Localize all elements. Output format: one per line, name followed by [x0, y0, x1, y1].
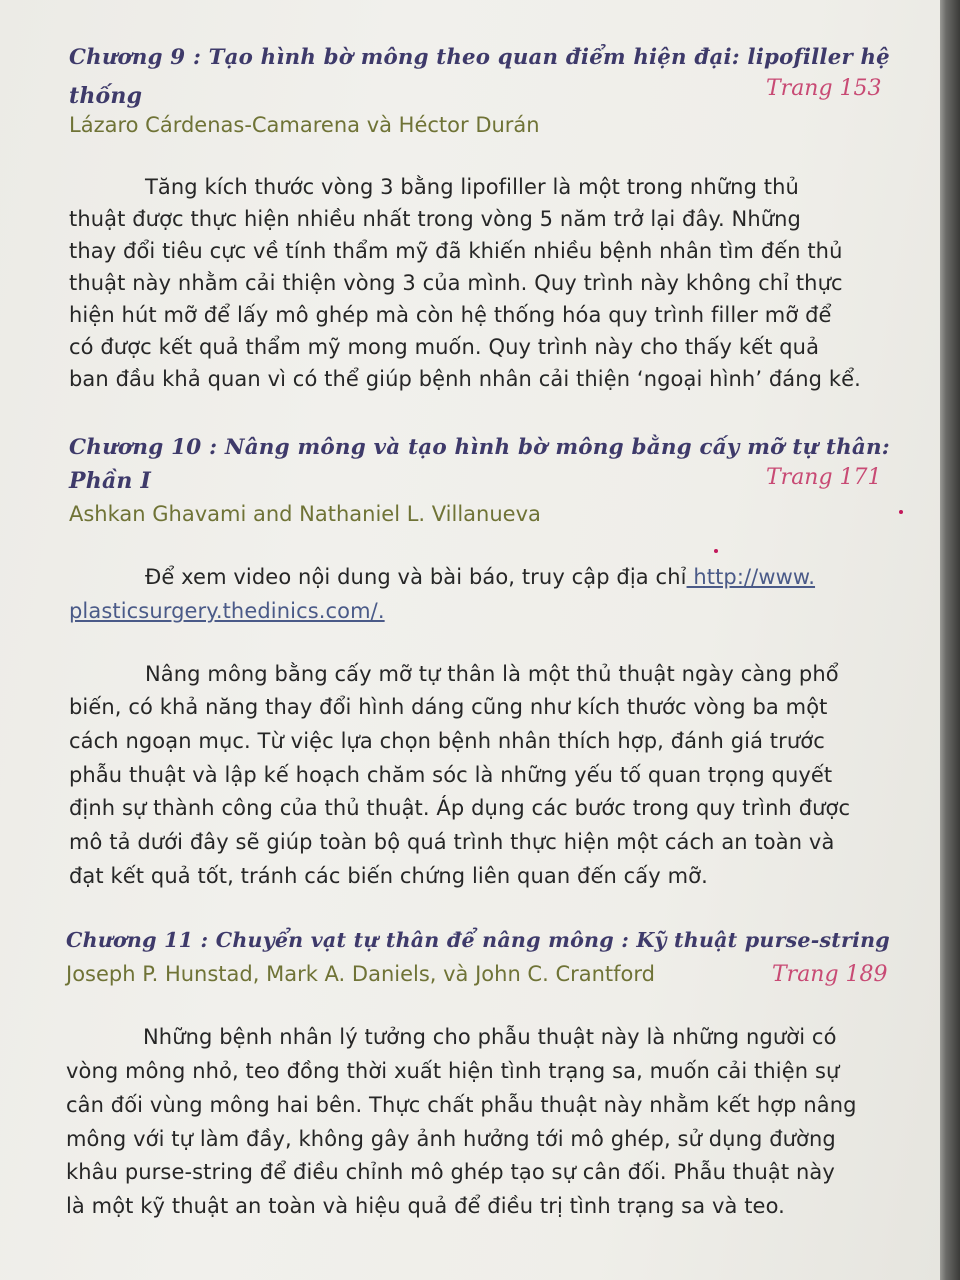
chapter-11-paragraph-line: Những bệnh nhân lý tưởng cho phẫu thuật này là những người có — [143, 1025, 837, 1049]
chapter-9-title-line-2: thống — [69, 83, 143, 109]
chapter-10-paragraph-line: Nâng mông bằng cấy mỡ tự thân là một thủ thuật ngày càng phổ — [145, 662, 839, 686]
chapter-9-paragraph-line: thuật này nhằm cải thiện vòng 3 của mình. Quy trình này không chỉ thực — [69, 271, 843, 295]
chapter-11-title-line-1: Chương 11 : Chuyển vạt tự thân để nâng mông : Kỹ thuật purse-string — [66, 928, 890, 952]
chapter-10-title-line-1: Chương 10 : Nâng mông và tạo hình bờ mông bằng cấy mỡ tự thân: — [69, 435, 890, 460]
chapter-11-page-ref: Trang 189 — [772, 962, 888, 987]
chapter-9-title-line-1: Chương 9 : Tạo hình bờ mông theo quan điểm hiện đại: lipofiller hệ — [69, 45, 890, 70]
chapter-11-authors: Joseph P. Hunstad, Mark A. Daniels, và John C. Crantford — [66, 962, 655, 986]
chapter-11-paragraph-line: vòng mông nhỏ, teo đồng thời xuất hiện tình trạng sa, muốn cải thiện sự — [66, 1059, 840, 1083]
chapter-11-paragraph-line: cân đối vùng mông hai bên. Thực chất phẫu thuật này nhằm kết hợp nâng — [66, 1093, 857, 1117]
chapter-11-paragraph-line: mông với tự làm đầy, không gây ảnh hưởng tới mô ghép, sử dụng đường — [66, 1127, 836, 1151]
chapter-10-paragraph-line: cách ngoạn mục. Từ việc lựa chọn bệnh nhân thích hợp, đánh giá trước — [69, 729, 825, 753]
chapter-9-paragraph-line: hiện hút mỡ để lấy mô ghép mà còn hệ thống hóa quy trình filler mỡ để — [69, 303, 832, 327]
chapter-10-authors: Ashkan Ghavami and Nathaniel L. Villanueva — [69, 502, 541, 526]
video-url-link-part-1[interactable]: http://www. — [686, 565, 816, 589]
chapter-10-paragraph-line: biến, có khả năng thay đổi hình dáng cũng như kích thước vòng ba một — [69, 695, 828, 719]
chapter-9-paragraph-line: thuật được thực hiện nhiều nhất trong vòng 5 năm trở lại đây. Những — [69, 207, 801, 231]
chapter-9-paragraph-line: Tăng kích thước vòng 3 bằng lipofiller là một trong những thủ — [145, 175, 799, 199]
video-note-text: Để xem video nội dung và bài báo, truy cập địa chỉ — [145, 565, 687, 589]
chapter-11-paragraph-line: là một kỹ thuật an toàn và hiệu quả để điều trị tình trạng sa và teo. — [66, 1194, 785, 1218]
chapter-9-authors: Lázaro Cárdenas-Camarena và Héctor Durán — [69, 113, 540, 137]
chapter-9-page-ref: Trang 153 — [766, 76, 882, 101]
ink-dot — [714, 549, 718, 553]
video-note-line-1 — [145, 567, 815, 588]
chapter-11-paragraph-line: khâu purse-string để điều chỉnh mô ghép tạo sự cân đối. Phẫu thuật này — [66, 1160, 835, 1184]
chapter-9-paragraph-line: ban đầu khả quan vì có thể giúp bệnh nhân cải thiện ‘ngoại hình’ đáng kể. — [69, 367, 861, 391]
chapter-9-paragraph-line: có được kết quả thẩm mỹ mong muốn. Quy trình này cho thấy kết quả — [69, 335, 820, 359]
chapter-10-paragraph-line: phẫu thuật và lập kế hoạch chăm sóc là những yếu tố quan trọng quyết — [69, 763, 833, 787]
video-url-link-part-2[interactable]: plasticsurgery.thedinics.com/. — [69, 599, 385, 623]
chapter-10-title-line-2: Phần I — [69, 468, 151, 494]
page-edge-shadow — [940, 0, 960, 1280]
ink-dot — [899, 510, 903, 514]
chapter-10-paragraph-line: đạt kết quả tốt, tránh các biến chứng liên quan đến cấy mỡ. — [69, 864, 708, 888]
chapter-10-paragraph-line: định sự thành công của thủ thuật. Áp dụng các bước trong quy trình được — [69, 796, 851, 820]
chapter-10-page-ref: Trang 171 — [766, 465, 882, 490]
chapter-9-paragraph-line: thay đổi tiêu cực về tính thẩm mỹ đã khiến nhiều bệnh nhân tìm đến thủ — [69, 239, 843, 263]
chapter-10-paragraph-line: mô tả dưới đây sẽ giúp toàn bộ quá trình thực hiện một cách an toàn và — [69, 830, 835, 854]
